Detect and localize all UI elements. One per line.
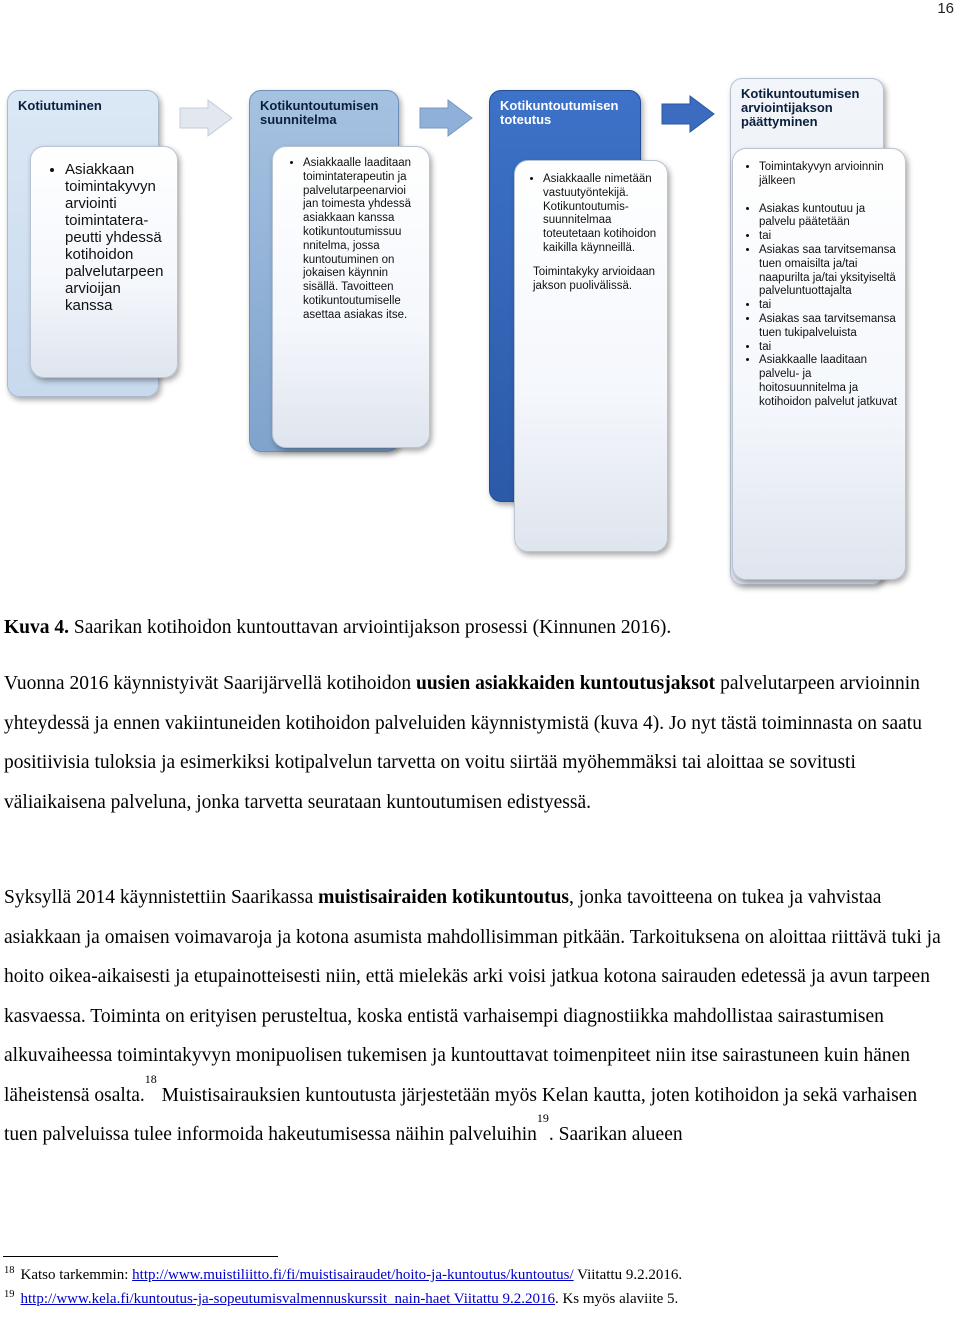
footnote-divider [3, 1256, 278, 1257]
process-diagram [0, 70, 960, 590]
column-bullet: • Asiakas saa tarvitsemansa tuen tukipalveluista [759, 313, 899, 341]
caption-text: Saarikan kotihoidon kuntouttavan arviointijakson prosessi (Kinnunen 2016). [69, 617, 672, 638]
column-content-box [514, 160, 668, 552]
column-title: Kotikuntoutumisen toteutus [500, 98, 619, 127]
column-paragraph: Toimintakyky arvioidaan jakson puolivälissä. [533, 265, 656, 292]
footnote-text: . Ks myös alaviite 5. [554, 1291, 679, 1307]
column-bullet: • Asiakkaan toimintakyvyn arviointi toimintatera-peutti yhdessä kotihoidon palvelutarpeen arvioijan kanssa [65, 161, 171, 314]
footnote-link[interactable]: http://www.muistiliitto.fi/fi/muistisairaudet/hoito-ja-kuntoutus/kuntoutus/ [132, 1267, 574, 1283]
column-bullet: • Asiakkaalle laaditaan palvelu- ja hoitosuunnitelma ja kotihoidon palvelut jatkuvat [759, 354, 899, 409]
footnote-text: Viitattu 9.2.2016. [573, 1267, 683, 1283]
paragraph-bold-text: uusien asiakkaiden kuntoutusjaksot [416, 673, 716, 694]
footnote-text: Katso tarkemmin: [20, 1267, 133, 1283]
arrow-right-icon [418, 98, 474, 138]
column-bullet: • Asiakas saa tarvitsemansa tuen omaisilta ja/tai naapurilta ja/tai yksityiseltä palveluntuottajalta [759, 244, 899, 299]
footnote-reference[interactable]: 18 [144, 1071, 157, 1086]
footnote-number: 18 [4, 1265, 15, 1276]
paragraph-text: , jonka tavoitteena on tukea ja vahvistaa asiakkaan ja omaisen voimavaroja ja kotona asumista mahdollisimman pitkään. Tarkoituksena on aloittaa riittävä tuki ja hoito oikea-aikaisesti ja etupainotteisesti niin, että mielekäs arki voisi jatkua kotona sairauden edetessä ja avun tarpeen kasvaessa. Toiminta on erityisen perusteltua, koska entistä varhaisempi diagnostiikka mahdollistaa sairastumisen alkuvaiheessa toimintakyvyn monipuolisen tukemisen ja kuntouttavat toimenpiteet niin itse sairastuneen kuin hänen läheistensä osalta. [4, 887, 941, 1106]
paragraph-text: Syksyllä 2014 käynnistettiin Saarikassa [4, 887, 319, 908]
paragraph-text: palvelutarpeen arvioinnin yhteydessä ja ennen vakiintuneiden kotihoidon palveluiden käynnistymistä (kuva 4). Jo nyt tästä toiminnasta on saatu positiivisia tuloksia ja esimerkiksi kotipalvelun tarvetta on voitu siirtää myöhemmäksi tai aloittaa se sovitusti väliaikaisena palveluna, jonka tarvetta seurataan kuntoutumisen edistyessä. [4, 673, 922, 813]
column-bullet: • Asiakkaalle nimetään vastuutyöntekijä. Kotikuntoutumis-suunnitelmaa toteutetaan kotihoidon kaikilla käynneillä. [543, 173, 661, 256]
footnote-link[interactable]: http://www.kela.fi/kuntoutus-ja-sopeutumisvalmennuskurssit_nain-haet Viitattu 9.2.2016 [20, 1291, 555, 1307]
caption-label: Kuva 4. [4, 617, 70, 638]
arrow-right-icon [660, 94, 716, 134]
column-title: Kotiutuminen [18, 98, 102, 113]
column-bullet: • Asiakas kuntoutuu ja palvelu päätetään [759, 203, 899, 231]
figure-caption [4, 617, 954, 639]
footnote-reference[interactable]: 19 [536, 1111, 549, 1125]
column-title: Kotikuntoutumisen arviointijakson päättyminen [741, 86, 860, 129]
column-text [531, 173, 661, 293]
arrow-right-icon [178, 98, 234, 138]
column-bullet: • Asiakkaalle laaditaan toimintaterapeutin ja palvelutarpeenarvioi jan toimesta yhdessä asiakkaan kanssa kotikuntoutumissuu nnitelma, jossa kuntoutuminen on jokaisen käynnin sisällä. Tavoitteen kotikuntoutumiselle asettaa asiakas itse. [303, 157, 423, 323]
column-title: Kotikuntoutumisen suunnitelma [260, 98, 379, 127]
body-paragraph [4, 878, 954, 1155]
paragraph-text: . Saarikan alueen [548, 1124, 683, 1145]
paragraph-bold-text: muistisairaiden kotikuntoutus [318, 887, 570, 908]
column-content-box [30, 146, 178, 378]
column-bullet: • Toimintakyvyn arvioinnin jälkeen [759, 161, 899, 189]
column-bullet: • tai [759, 299, 899, 313]
paragraph-text: Muistisairauksien kuntoutusta järjestetään myös Kelan kautta, joten kotihoidon ja sekä varhaisen tuen palveluissa tulee informoida hakeutumisessa näihin palveluihin [4, 1084, 918, 1145]
footnote [4, 1290, 954, 1310]
column-content-box [272, 146, 430, 448]
body-paragraph [4, 664, 954, 822]
column-text [291, 157, 423, 323]
paragraph-text: Vuonna 2016 käynnistyivät Saarijärvellä kotihoidon [4, 673, 417, 694]
column-bullet: • tai [759, 230, 899, 244]
footnote-number: 19 [4, 1289, 15, 1300]
column-bullet: • tai [759, 341, 899, 355]
column-text [747, 161, 899, 410]
column-text [51, 161, 171, 314]
footnote [4, 1266, 954, 1286]
page-number: 16 [937, 0, 954, 17]
column-content-box [732, 148, 906, 580]
